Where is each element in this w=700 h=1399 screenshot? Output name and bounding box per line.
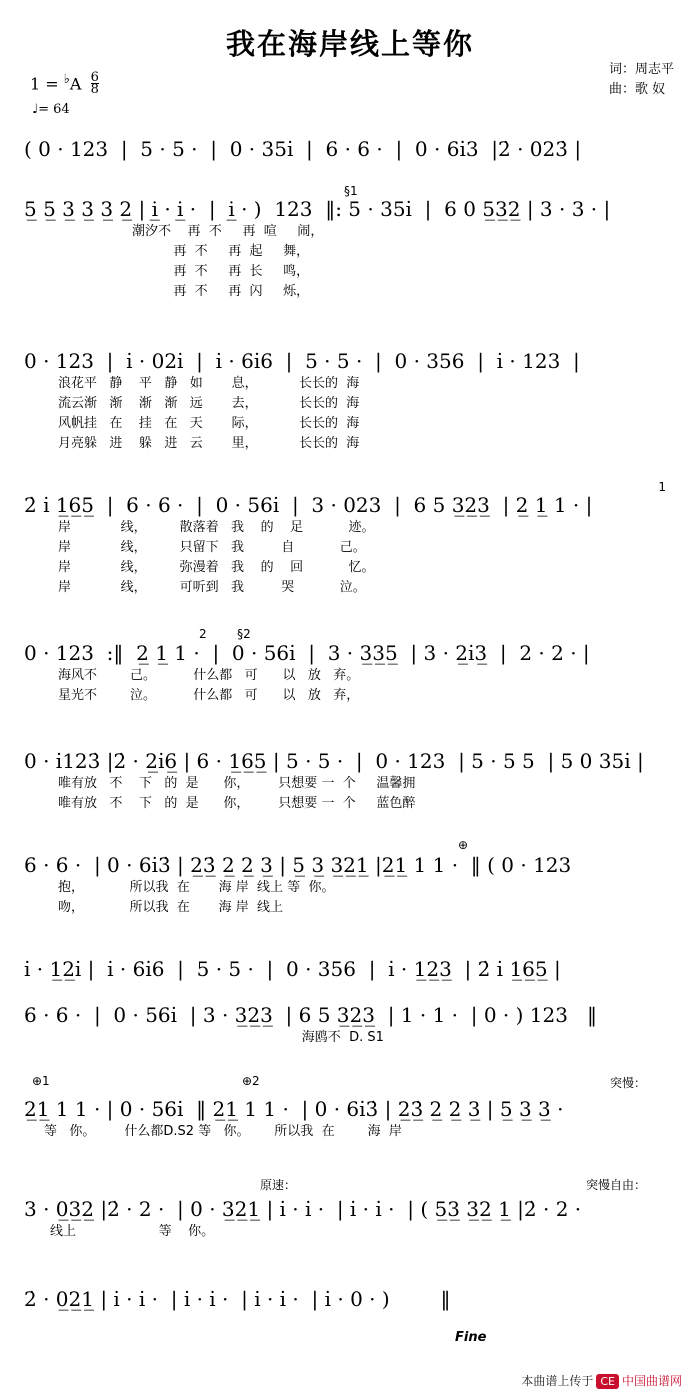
staff-row-6 bbox=[24, 748, 676, 814]
volta-bracket-1: 1 bbox=[658, 480, 666, 494]
tempo-change-sudden-slow: 突慢： bbox=[609, 1076, 646, 1090]
note-line: 0 · 123 :‖ 2̲ 1̲ 1 · | 0 · 56i̇ | 3 · 3̲3̲5̲ | 3 · 2̲i̇3̲ | 2 · 2 · | bbox=[24, 641, 590, 665]
segno-mark-1: §1 bbox=[344, 184, 358, 198]
key-label: 1 = bbox=[30, 74, 59, 94]
staff-row-5 bbox=[24, 627, 676, 706]
footer-credit bbox=[521, 1372, 682, 1389]
staff-row-4 bbox=[24, 480, 676, 598]
note-line: 2̇ · 0̲2̲1̲ | i̇ · i̇ · | i̇ · i̇ · | i̇ · i̇ · | i̇ · 0 · ) ‖ bbox=[24, 1287, 451, 1311]
lyricist-credit: 词：周志平 bbox=[608, 62, 674, 77]
note-line: 0 · 123 | i̇ · 02i̇ | i̇ · 6i̇6 | 5 · 5 · | 0 · 356 | i̇ · 123 | bbox=[24, 349, 580, 373]
key-note: A bbox=[69, 74, 82, 94]
lyric-line: 等 你。 什么都D.S2 等 你。 所以我 在 海 岸 bbox=[44, 1124, 402, 1139]
meter-numerator: 6 bbox=[90, 70, 99, 86]
staff-row-2 bbox=[24, 184, 676, 302]
note-line: i̇ · 1̲2̲i̇ | i̇ · 6i̇6 | 5 · 5 · | 0 · 356 | i̇ · 1̲2̲3̲ | 2̇ i̇ 1̲6̲5̲ | bbox=[24, 957, 561, 981]
tempo-marking: ♩= 64 bbox=[32, 102, 70, 117]
lyric-line: 月亮躲 进 躲 进 云 里， 长长的 海 bbox=[58, 436, 360, 451]
staff-row-3 bbox=[24, 348, 676, 454]
note-line: 6 · 6 · | 0 · 56i̇ | 3 · 3̲2̲3̲ | 6 5 3̲2̲3̲ | 1 · 1 · | 0 · ) 123 ‖ bbox=[24, 1003, 598, 1027]
lyric-line: 吻， 所以我 在 海 岸 线上 bbox=[58, 900, 284, 915]
staff-row-11 bbox=[24, 1178, 676, 1242]
lyric-line: 抱， 所以我 在 海 岸 线上 等 你。 bbox=[58, 880, 335, 895]
staff-row-9 bbox=[24, 1002, 676, 1048]
credits bbox=[609, 60, 674, 100]
staff-row-7 bbox=[24, 838, 676, 918]
lyric-line: 岸 线， 弥漫着 我 的 回 忆。 bbox=[58, 560, 375, 575]
meter-denominator: 8 bbox=[90, 82, 99, 98]
lyric-line: 潮汐不 再 不 再 喧 闹， bbox=[132, 224, 324, 239]
page-title: 我在海岸线上等你 bbox=[225, 27, 474, 61]
staff-row-1 bbox=[24, 136, 676, 162]
lyric-line: 海鸥不 D. S1 bbox=[58, 1030, 384, 1045]
lyric-line: 流云渐 渐 渐 渐 远 去， 长长的 海 bbox=[58, 396, 360, 411]
footer-text: 本曲谱上传于 bbox=[521, 1374, 594, 1388]
volta-and-segno-marks: 2 §2 bbox=[199, 627, 251, 641]
lyric-line: 星光不 泣。 什么都 可 以 放 弃， bbox=[58, 688, 360, 703]
lyric-line: 再 不 再 长 鸣， bbox=[132, 264, 310, 279]
note-line: 3 · 0̲3̲2̲ |2̇ · 2 · | 0 · 3̲2̲1̲ | i̇ · i̇ · | i̇ · i̇ · | ( 5̲3̲ 3̲2̲ 1̲ |2̇ · 2 · bbox=[24, 1197, 582, 1221]
staff-row-12 bbox=[24, 1286, 676, 1312]
lyric-line: 风帆挂 在 挂 在 天 际， 长长的 海 bbox=[58, 416, 360, 431]
composer-credit: 曲：歌 奴 bbox=[608, 82, 666, 97]
key-signature bbox=[30, 70, 99, 98]
tempo-original-speed: 原速： bbox=[260, 1178, 297, 1192]
lyric-line: 唯有放 不 下 的 是 你， 只想要 一 个 温馨拥 bbox=[58, 776, 416, 791]
site-logo: CE bbox=[596, 1374, 619, 1389]
lyric-line: 线上 等 你。 bbox=[50, 1224, 215, 1239]
site-name[interactable]: 中国曲谱网 bbox=[621, 1374, 682, 1388]
note-line: 2̲1̲ 1 1 · | 0 · 56i̇ ‖ 2̲1̲ 1 1 · | 0 · 6i̇3̇ | 2̲3̲̇ 2̲ 2̲ 3̲ | 5̲ 3̲ 3̲ · bbox=[24, 1097, 564, 1121]
coda-mark-2: ⊕2 bbox=[242, 1074, 260, 1088]
tempo-sudden-slow-free: 突慢自由： bbox=[585, 1178, 646, 1192]
fine-marking: Fine bbox=[455, 1330, 487, 1345]
note-line: 5̲ 5̲ 3̲ 3̲ 3̲ 2̲ | i̲ · i̲ · | i̲ · ) 123 ‖: 5 · 35i̇ | 6 0 5̲3̲2̲ | 3 · 3 · | bbox=[24, 197, 611, 221]
note-line: 6 · 6 · | 0 · 6i̇3̇ | 2̲3̲̇ 2̲ 2̲ 3̲ | 5̲ 3̲ 3̲2̲1̲ |2̲1̲ 1 1 · ‖ ( 0 · 123 bbox=[24, 853, 572, 877]
coda-mark-1: ⊕1 bbox=[32, 1074, 50, 1088]
lyric-line: 岸 线， 可听到 我 哭 泣。 bbox=[58, 580, 366, 595]
coda-mark: ⊕ bbox=[458, 838, 469, 852]
lyric-line: 唯有放 不 下 的 是 你， 只想要 一 个 蓝色醉 bbox=[58, 796, 416, 811]
time-signature bbox=[90, 70, 99, 98]
lyric-line: 岸 线， 散落着 我 的 足 迹。 bbox=[58, 520, 375, 535]
key-accidental: ♭ bbox=[63, 72, 70, 87]
lyric-line: 岸 线， 只留下 我 自 己。 bbox=[58, 540, 366, 555]
lyric-line: 浪花平 静 平 静 如 息， 长长的 海 bbox=[58, 376, 360, 391]
lyric-line: 海风不 己。 什么都 可 以 放 弃。 bbox=[58, 668, 360, 683]
note-line: 0 · i̇123̇ |2̇ · 2̲i̇6̲ | 6 · 1̲6̲5̲ | 5 · 5 · | 0 · 123 | 5 · 5 5 | 5 0 35i̇ | bbox=[24, 749, 644, 773]
staff-row-8 bbox=[24, 956, 676, 982]
note-line: ( 0 · 123 | 5 · 5 · | 0 · 35i̇ | 6 · 6 · | 0 · 6i̇3 |2̇ · 023̇ | bbox=[24, 137, 582, 161]
lyric-line: 再 不 再 闪 烁， bbox=[132, 284, 310, 299]
lyric-line: 再 不 再 起 舞， bbox=[132, 244, 310, 259]
note-line: 2̇ i̇ 1̲6̲5̲ | 6 · 6 · | 0 · 56i̇ | 3 · 023 | 6 5 3̲2̲3̲ | 2̲ 1̲ 1 · | bbox=[24, 493, 593, 517]
staff-row-10 bbox=[24, 1074, 676, 1142]
